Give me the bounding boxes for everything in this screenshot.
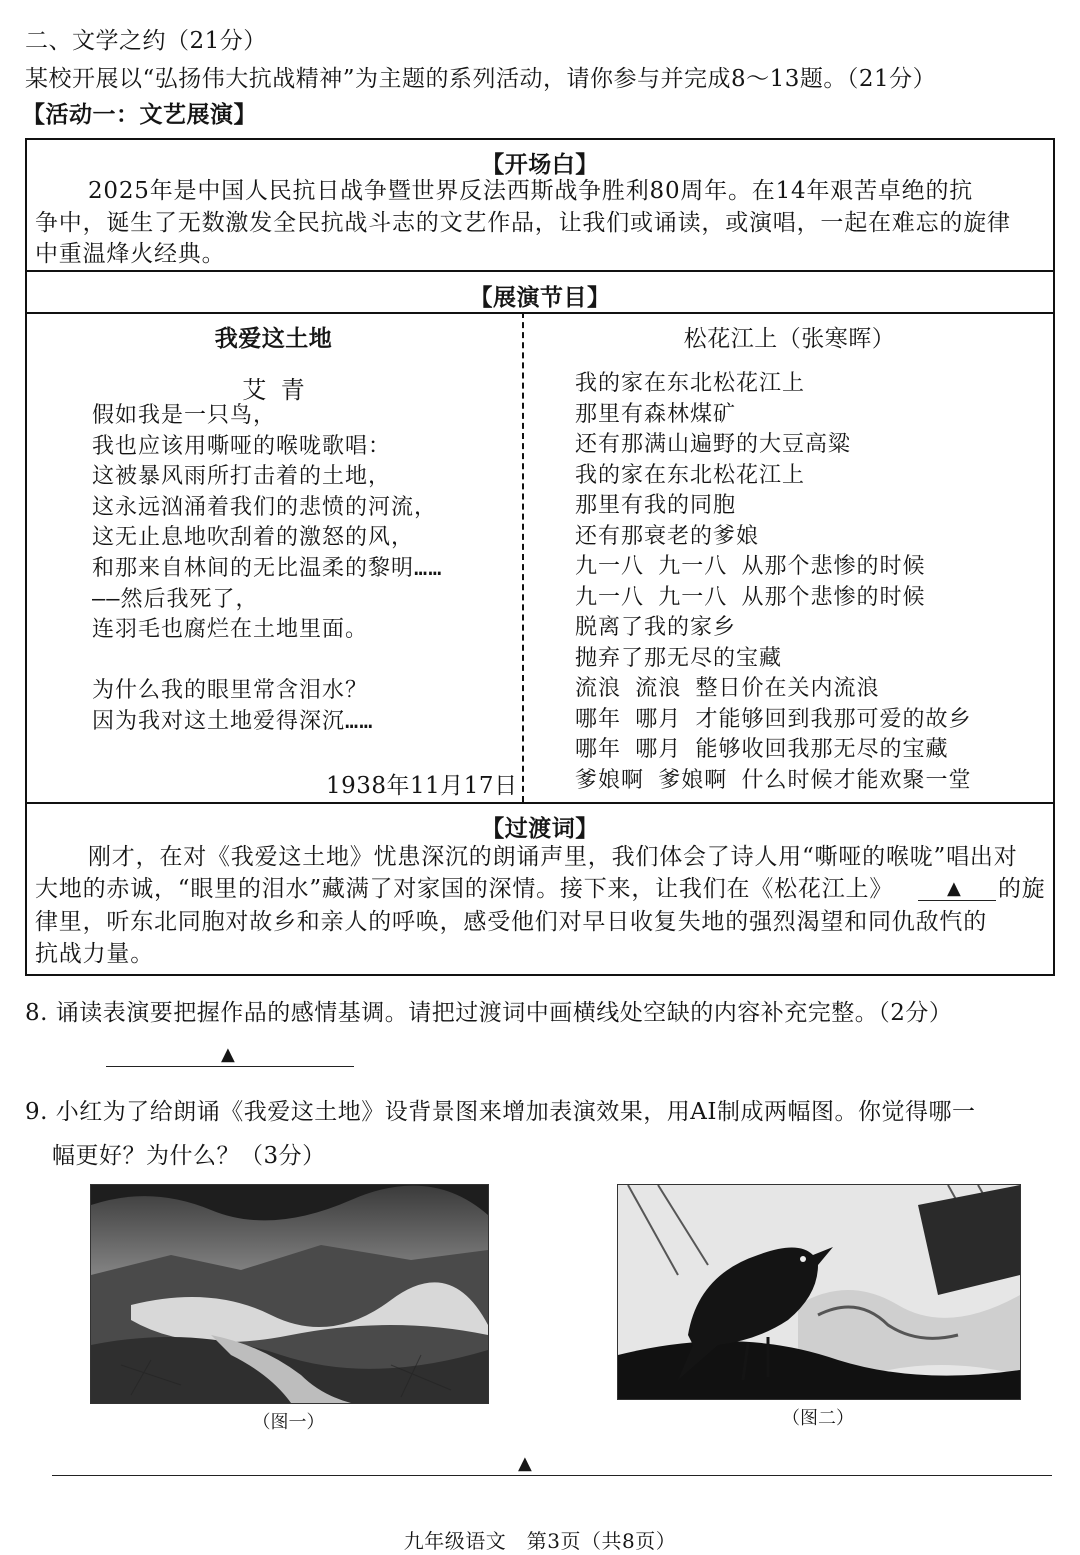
q8-answer-line[interactable] [106,1066,354,1067]
transition-line-2b: 的旋 [998,876,1046,902]
program-heading: 【展演节目】 [469,285,611,311]
poem-date: 1938年11月17日 [326,773,518,799]
transition-line-3: 律里，听东北同胞对故乡和亲人的呼唤，感受他们对早日收复失地的强烈渴望和同仇敌忾的 [35,909,987,935]
page-footer: 九年级语文 第3页（共8页） [403,1529,677,1553]
figure-2-caption: （图二） [782,1408,854,1429]
song-line: 我的家在东北松花江上 [575,462,806,488]
song-title: 松花江上（张寒晖） [683,326,896,352]
song-line: 那里有我的同胞 [575,493,737,518]
song-line: 九一八 九一八 从那个悲惨的时候 [575,584,926,610]
poem-line: ——然后我死了， [92,586,259,612]
poem-line: 这被暴风雨所打击着的土地， [92,464,392,490]
poem-line: 假如我是一只鸟， [92,403,277,428]
transition-blank[interactable] [918,900,996,901]
section-intro: 某校开展以“弘扬伟大抗战精神”为主题的系列活动，请你参与并完成8～13题。（21分） [25,66,937,92]
opening-line-1: 2025年是中国人民抗日战争暨世界反法西斯战争胜利80周年。在14年艰苦卓绝的抗 [88,178,974,204]
box-divider-2 [25,312,1055,314]
figure-1-caption: （图一） [252,1412,325,1433]
poem-line: 连羽毛也腐烂在土地里面。 [92,617,369,643]
song-line: 九一八 九一八 从那个悲惨的时候 [575,554,926,579]
poem-line: 这无止息地吹刮着的激怒的风， [92,525,415,551]
question-8: 8. 诵读表演要把握作品的感情基调。请把过渡词中画横线处空缺的内容补充完整。（2分） [25,1000,953,1026]
section-title: 二、文学之约（21分） [25,28,267,54]
transition-heading: 【过渡词】 [481,816,599,842]
song-body [575,369,972,796]
song-line: 还有那衰老的爹娘 [575,523,760,549]
box-divider-3 [25,802,1055,804]
poem-line: 这永远汹涌着我们的悲愤的河流， [92,494,438,520]
poem-line: 我也应该用嘶哑的喉咙歌唱： [92,433,392,459]
activity-heading: 【活动一：文艺展演】 [22,102,257,128]
transition-line-4: 抗战力量。 [35,941,154,967]
figure-2-bird-image [617,1184,1021,1400]
song-line: 我的家在东北松花江上 [575,371,806,396]
column-divider [522,312,524,802]
figure-1-landscape-image [90,1184,489,1404]
question-9-line-2: 幅更好？为什么？（3分） [52,1143,326,1169]
song-line: 爹娘啊 爹娘啊 什么时候才能欢聚一堂 [575,767,972,793]
poem-line: 为什么我的眼里常含泪水？ [92,678,369,704]
song-line: 哪年 哪月 能够收回我那无尽的宝藏 [575,737,949,762]
q9-answer-line[interactable] [52,1475,1052,1476]
poem-line [92,646,443,677]
transition-line-1: 刚才，在对《我爱这土地》忧患深沉的朗诵声里，我们体会了诗人用“嘶哑的喉咙”唱出对 [88,844,1018,870]
song-line: 流浪 流浪 整日价在关内流浪 [575,676,880,701]
song-line: 哪年 哪月 才能够回到我那可爱的故乡 [575,706,972,732]
opening-line-2: 争中，诞生了无数激发全民抗战斗志的文艺作品，让我们或诵读，或演唱，一起在难忘的旋律 [35,210,1011,236]
poem-title: 我爱这土地 [214,326,333,352]
poem-author: 艾 青 [242,376,305,404]
poem-line: 和那来自林间的无比温柔的黎明…… [92,555,443,581]
poem-line: 因为我对这土地爱得深沉…… [92,708,374,734]
opening-line-3: 中重温烽火经典。 [35,241,226,267]
q9-answer-mark: ▲ [518,1453,532,1474]
question-9-line-1: 9. 小红为了给朗诵《我爱这土地》设背景图来增加表演效果，用AI制成两幅图。你觉得哪一 [25,1099,976,1125]
song-line: 抛弃了那无尽的宝藏 [575,645,783,671]
transition-line-2a: 大地的赤诚，“眼里的泪水”藏满了对家国的深情。接下来，让我们在《松花江上》 [35,876,894,902]
poem-body [92,401,443,738]
opening-heading: 【开场白】 [481,152,599,178]
q8-answer-mark: ▲ [221,1044,235,1065]
song-line: 脱离了我的家乡 [575,615,737,640]
song-line: 那里有森林煤矿 [575,401,737,427]
transition-blank-mark: ▲ [947,878,961,899]
song-line: 还有那满山遍野的大豆高粱 [575,432,852,457]
